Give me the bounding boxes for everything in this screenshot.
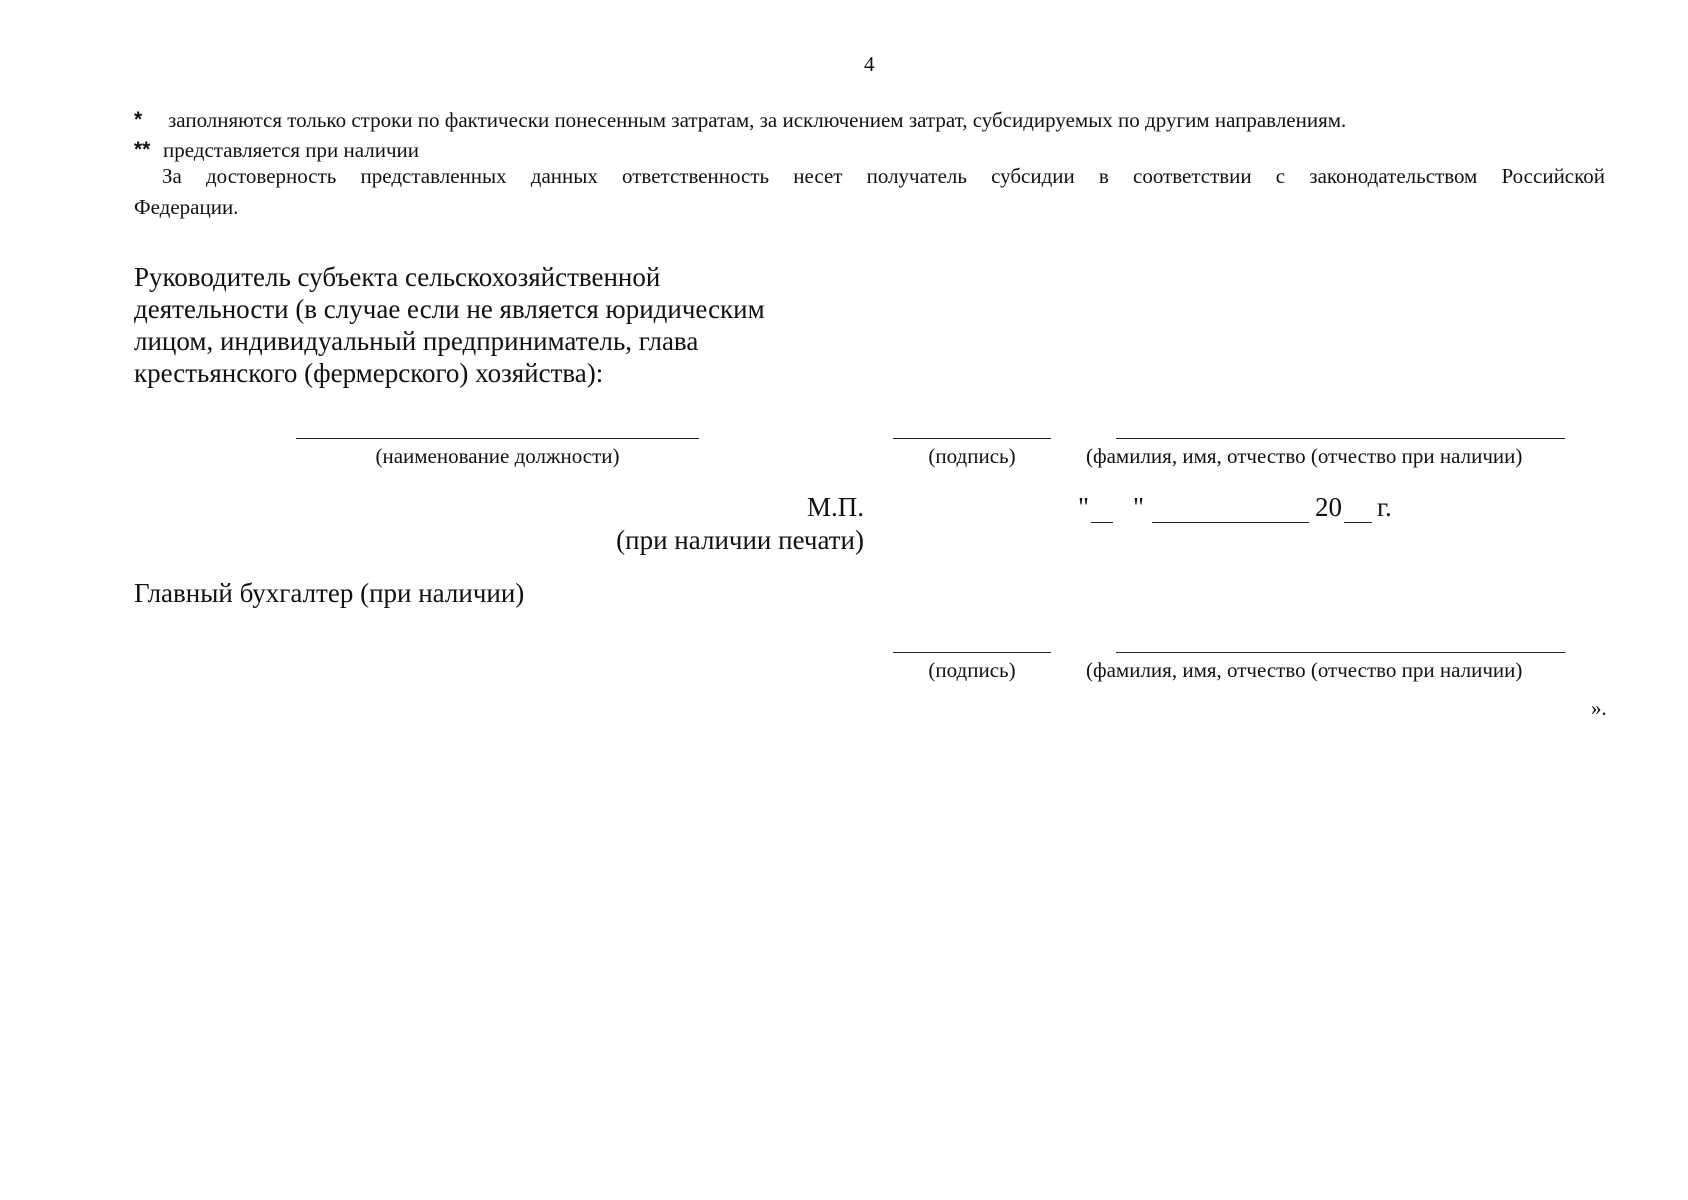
responsibility-line-1: За достоверность представленных данных ответственность несет получатель субсидии в соответствии с законодательством Российской	[162, 164, 1605, 188]
footnote-1-mark: *	[134, 108, 143, 131]
accountant-signature-line	[893, 652, 1051, 653]
head-name-line	[1116, 438, 1565, 439]
head-title-line-2: деятельности (в случае если не является юридическим	[134, 294, 765, 324]
stamp-note: (при наличии печати)	[616, 525, 864, 555]
head-title-line-3: лицом, индивидуальный предприниматель, глава	[134, 326, 699, 356]
head-signature-line	[893, 438, 1051, 439]
position-line	[296, 438, 699, 439]
closing-quote-mark: ».	[1591, 696, 1607, 720]
date-year-line	[1344, 522, 1372, 523]
accountant-name-caption: (фамилия, имя, отчество (отчество при наличии)	[1086, 658, 1523, 682]
date-day-line	[1091, 522, 1113, 523]
head-title-line-1: Руководитель субъекта сельскохозяйственной	[134, 262, 661, 292]
date-quote-close: "	[1133, 492, 1145, 522]
footnote-2-mark: **	[134, 138, 151, 161]
accountant-title: Главный бухгалтер (при наличии)	[134, 578, 525, 608]
date-year-suffix: г.	[1377, 492, 1392, 522]
date-month-line	[1152, 522, 1309, 523]
head-title-line-4: крестьянского (фермерского) хозяйства):	[134, 358, 604, 388]
accountant-signature-caption: (подпись)	[928, 658, 1016, 682]
head-signature-caption: (подпись)	[928, 444, 1016, 468]
date-year-prefix: 20	[1315, 492, 1342, 522]
accountant-name-line	[1116, 652, 1565, 653]
footnote-2-text: представляется при наличии	[163, 138, 420, 162]
stamp-label: М.П.	[806, 492, 864, 522]
footnote-1-text: заполняются только строки по фактически понесенным затратам, за исключением затрат, субсидируемых по другим направлениям.	[168, 108, 1347, 132]
date-quote-open: "	[1078, 492, 1090, 522]
position-caption: (наименование должности)	[375, 444, 620, 468]
responsibility-line-2: Федерации.	[134, 195, 239, 219]
head-name-caption: (фамилия, имя, отчество (отчество при наличии)	[1086, 444, 1523, 468]
page-number: 4	[864, 52, 875, 76]
